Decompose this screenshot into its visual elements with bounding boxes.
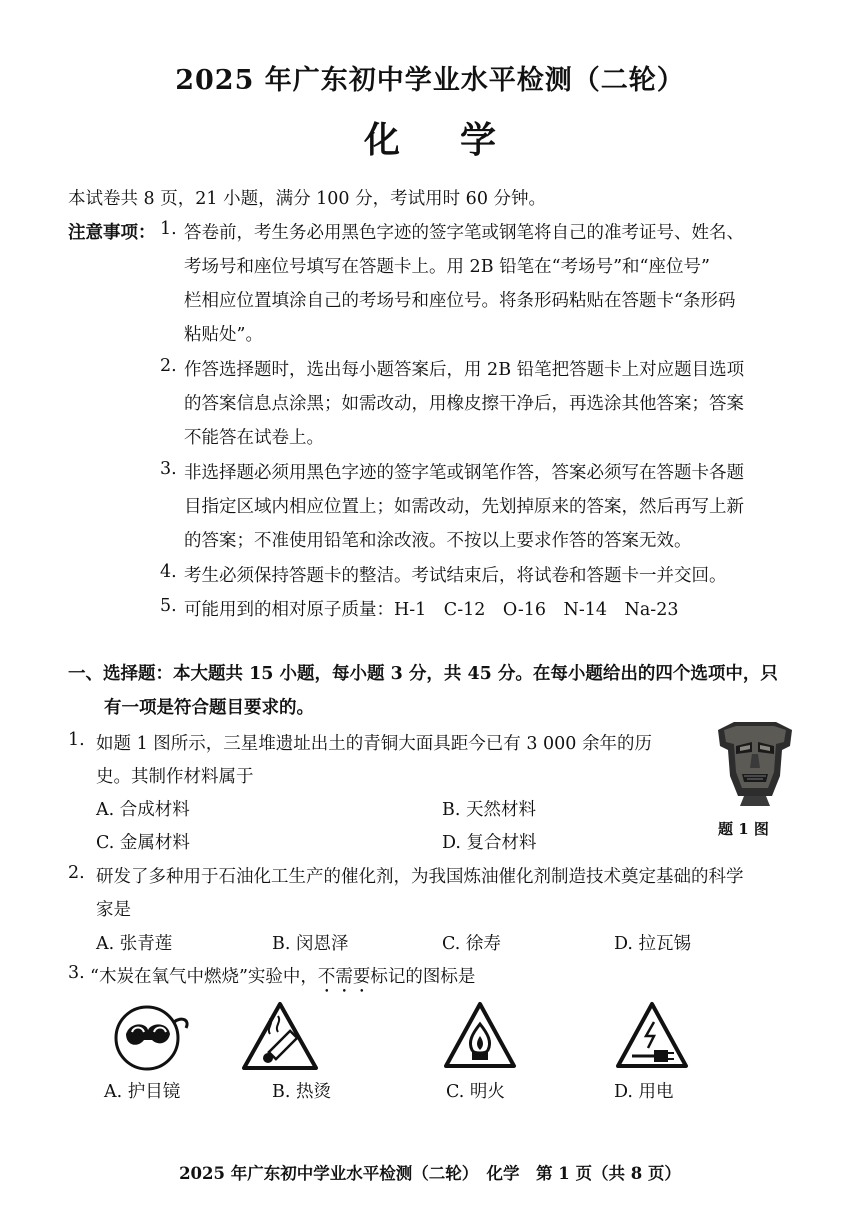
goggles-icon (112, 1000, 190, 1072)
notice-item-num: 4. (160, 562, 177, 582)
notice-item-line: 作答选择题时，选出每小题答案后，用 2B 铅笔把答题卡上对应题目选项 (184, 360, 745, 380)
option-c: C. 金属材料 (96, 833, 190, 853)
page-footer: 2025 年广东初中学业水平检测（二轮） 化学 第 1 页（共 8 页） (179, 1164, 681, 1183)
notice-item-num: 3. (160, 459, 177, 479)
exam-intro: 本试卷共 8 页，21 小题，满分 100 分，考试用时 60 分钟。 (68, 189, 547, 209)
option-a: A. 张青莲 (96, 934, 173, 954)
subject-title: 化学 (363, 119, 556, 161)
notice-item-line: 栏相应位置填涂自己的考场号和座位号。将条形码粘贴在答题卡“条形码 (184, 291, 736, 311)
option-b: B. 闵恩泽 (272, 934, 349, 954)
question-stem-cont: 史。其制作材料属于 (96, 767, 254, 787)
notice-item-line: 考生必须保持答题卡的整洁。考试结束后，将试卷和答题卡一并交回。 (184, 566, 727, 586)
notice-item-line: 答卷前，考生务必用黑色字迹的签字笔或钢笔将自己的准考证号、姓名、 (184, 223, 744, 243)
notice-item-line: 不能答在试卷上。 (184, 428, 324, 448)
notice-item-line: 的答案信息点涂黑；如需改动，用橡皮擦干净后，再选涂其他答案；答案 (184, 394, 744, 414)
emphasized-word: 不需要 (317, 967, 371, 987)
section-heading: 一、选择题：本大题共 15 小题，每小题 3 分，共 45 分。在每小题给出的四个选项中，只 (68, 664, 778, 684)
notice-item-num: 5. (160, 596, 177, 616)
notice-item-line: 可能用到的相对原子质量：H-1 C-12 O-16 N-14 Na-23 (184, 600, 679, 620)
question-number: 3. (68, 963, 85, 983)
notice-label: 注意事项： (68, 223, 156, 243)
notice-item-line: 粘贴处”。 (184, 325, 263, 345)
section-heading-cont: 有一项是符合题目要求的。 (104, 698, 314, 718)
electricity-icon (614, 1000, 690, 1072)
notice-item-line: 考场号和座位号填写在答题卡上。用 2B 铅笔在“考场号”和“座位号” (184, 257, 710, 277)
option-d: D. 拉瓦锡 (614, 934, 692, 954)
question-stem: 如题 1 图所示，三星堆遗址出土的青铜大面具距今已有 3 000 余年的历 (96, 734, 652, 754)
question-stem: 研发了多种用于石油化工生产的催化剂，为我国炼油催化剂制造技术奠定基础的科学 (96, 867, 744, 887)
page-title: 2025 年广东初中学业水平检测（二轮） (175, 65, 685, 96)
question-stem-cont: 家是 (96, 900, 131, 920)
notice-item-num: 2. (160, 356, 177, 376)
notice-item-line: 的答案；不准使用铅笔和涂改液。不按以上要求作答的答案无效。 (184, 531, 692, 551)
question-number: 1. (68, 730, 85, 750)
option-c: C. 徐寿 (442, 934, 501, 954)
notice-item-num: 1. (160, 219, 177, 239)
stem-part: 标记的图标是 (370, 967, 476, 987)
hot-surface-icon (240, 1000, 320, 1074)
option-a: A. 护目镜 (104, 1082, 181, 1102)
option-b: B. 天然材料 (442, 800, 536, 820)
stem-part: “木炭在氧气中燃烧”实验中， (90, 967, 318, 987)
figure-caption: 题 1 图 (718, 820, 769, 838)
question-stem (90, 963, 475, 997)
notice-item-line: 非选择题必须用黑色字迹的签字笔或钢笔作答，答案必须写在答题卡各题 (184, 463, 744, 483)
option-d: D. 用电 (614, 1082, 674, 1102)
open-flame-icon (442, 1000, 518, 1072)
option-a: A. 合成材料 (96, 800, 190, 820)
option-d: D. 复合材料 (442, 833, 537, 853)
option-b: B. 热烫 (272, 1082, 331, 1102)
bronze-mask-figure (714, 716, 796, 808)
question-number: 2. (68, 863, 85, 883)
option-c: C. 明火 (446, 1082, 505, 1102)
notice-item-line: 目指定区域内相应位置上；如需改动，先划掉原来的答案，然后再写上新 (184, 497, 744, 517)
